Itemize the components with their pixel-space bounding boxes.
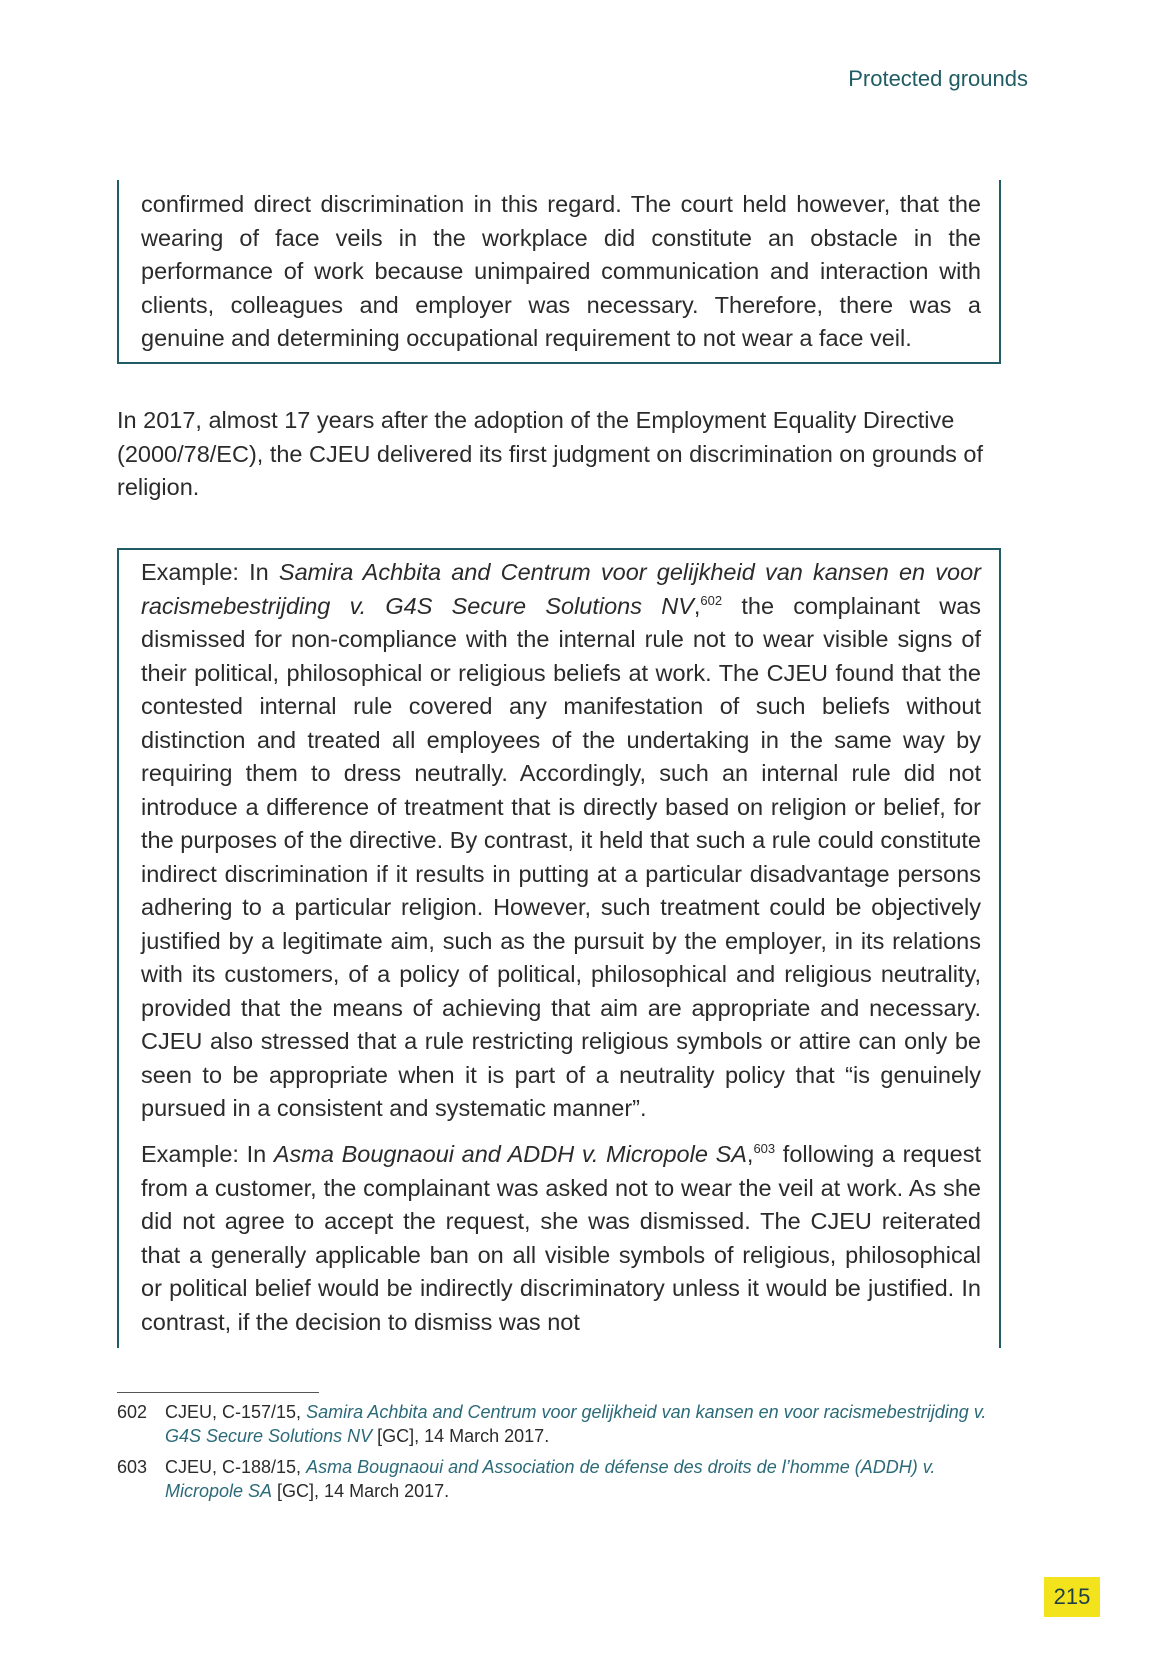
box-paragraph: confirmed direct discrimination in this regard. The court held however, that the wearing of face veils in the workplace did constitute an obstacle in the performance of work because unimpaired communication and interaction with clients, colleagues and employer was necessary. Therefore, there was a genuine and determining occupational requirement to not wear a face veil. <box>141 191 981 351</box>
example-label: Example: In <box>141 559 279 585</box>
footnote-prefix: CJEU, C-157/15, <box>165 1402 307 1422</box>
example-bougnaoui <box>141 1138 981 1339</box>
footnote-prefix: CJEU, C-188/15, <box>165 1457 307 1477</box>
example-achbita <box>141 556 981 1126</box>
case-comma: , <box>746 1141 754 1167</box>
footnote-text <box>165 1455 1017 1503</box>
example-text: following a request from a customer, the complainant was asked not to wear the veil at work. As she did not agree to accept the request, she was dismissed. The CJEU reiterated that a generally applicable ban on all visible symbols of religious, philosophical or political belief would be indirectly discriminatory unless it would be justified. In contrast, if the decision to dismiss was not <box>141 1141 982 1335</box>
footnote-number: 602 <box>117 1402 148 1422</box>
example-label: Example: In <box>141 1141 274 1167</box>
footnote-suffix: [GC], 14 March 2017. <box>272 1481 450 1501</box>
example-text: the complainant was dismissed for non-compliance with the internal rule not to wear visible signs of their political, philosophical or religious beliefs at work. The CJEU found that the contested internal rule covered any manifestation of such beliefs without distinction and treated all employees of the undertaking in the same way by requiring them to dress neutrally. Accordingly, such an internal rule did not introduce a difference of treatment that is directly based on religion or belief, for the purposes of the directive. By contrast, it held that such a rule could constitute indirect discrimination if it results in putting at a particular disadvantage persons adhering to a particular religion. However, such treatment could be objectively justified by a legitimate aim, such as the pursuit by the employer, in its relations with its customers, of a policy of political, philosophical and religious neutrality, provided that the means of achieving that aim are appropriate and necessary. CJEU also stressed that a rule restricting religious symbols or attire can only be seen to be appropriate when it is part of a neutrality policy that “is genuinely pursued in a consistent and systematic manner”. <box>141 592 982 1121</box>
body-paragraph: In 2017, almost 17 years after the adoption of the Employment Equality Directive (2000/78/EC), the CJEU delivered its first judgment on discrimination on grounds of religion. <box>117 407 984 500</box>
footnote-case-link[interactable]: Asma Bougnaoui and Association de défense des droits de l’homme (ADDH) v. Micropole SA <box>165 1457 936 1501</box>
page-number: 215 <box>1044 1577 1100 1617</box>
running-header: Protected grounds <box>848 66 1028 91</box>
footnote-suffix: [GC], 14 March 2017. <box>372 1426 550 1446</box>
case-comma: , <box>693 592 701 619</box>
footnote-ref-603[interactable]: 603 <box>753 1141 776 1156</box>
case-name: Asma Bougnaoui and ADDH v. Micropole SA <box>273 1141 747 1167</box>
footnote-number: 603 <box>117 1457 148 1477</box>
footnote-602 <box>117 1400 1017 1448</box>
footnote-ref-602[interactable]: 602 <box>700 592 723 608</box>
case-name: Samira Achbita and Centrum voor gelijkheid van kansen en voor racismebestrijding v. G4S Secure Solutions NV <box>141 559 981 619</box>
footnote-603 <box>117 1455 1017 1503</box>
footnote-divider <box>117 1392 319 1393</box>
footnote-case-link[interactable]: Samira Achbita and Centrum voor gelijkheid van kansen en voor racismebestrijding v. G4S Secure Solutions NV <box>165 1402 987 1446</box>
footnote-text <box>165 1400 1017 1448</box>
